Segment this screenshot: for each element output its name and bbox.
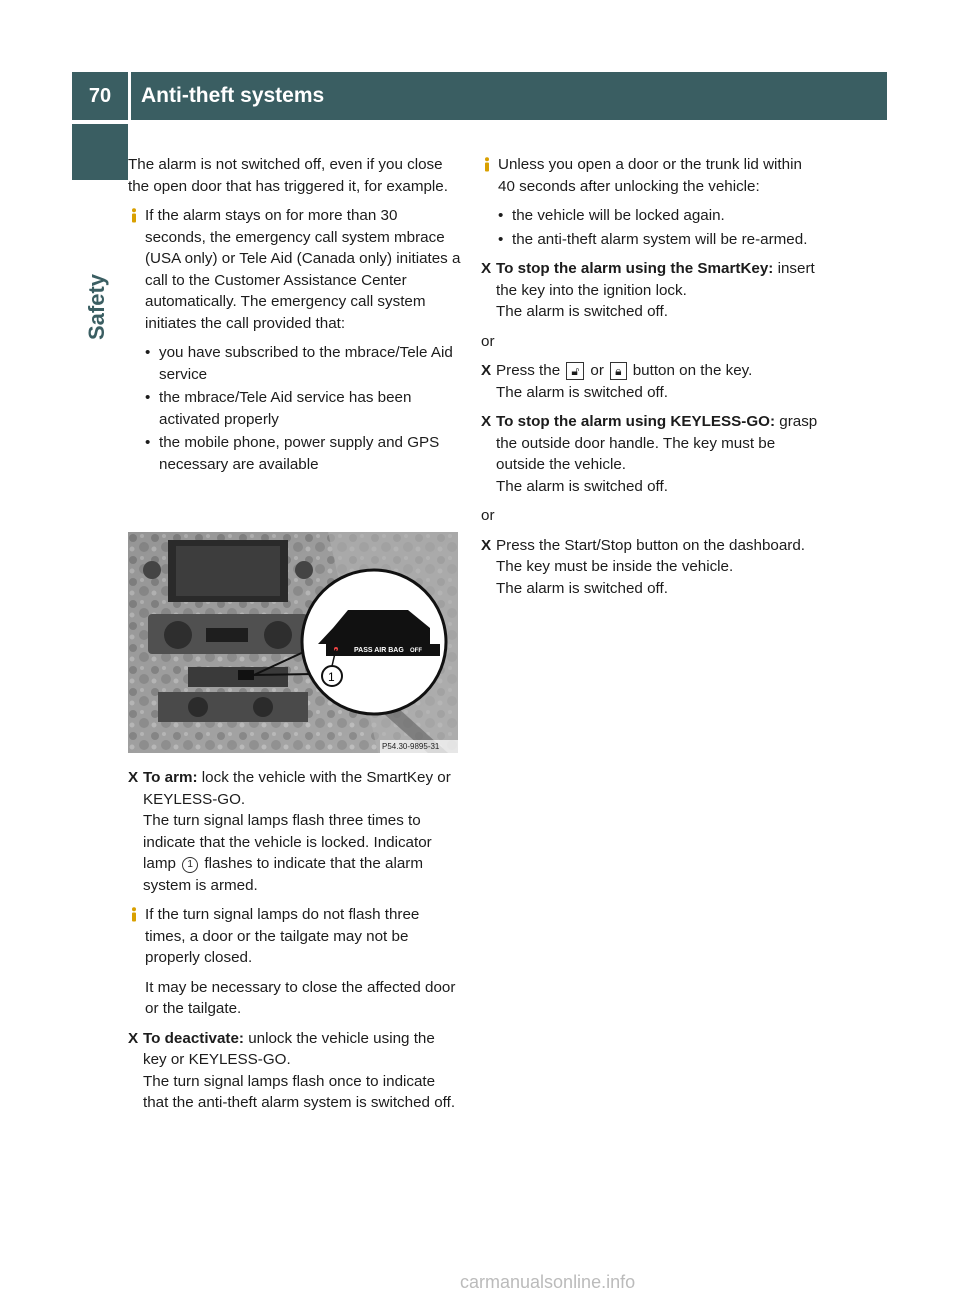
info-icon bbox=[128, 907, 140, 922]
start-stop-step bbox=[481, 535, 821, 600]
step-arrow-icon: X bbox=[128, 769, 139, 786]
key-button-text-b: or bbox=[586, 362, 609, 379]
off-label: OFF bbox=[410, 648, 422, 654]
or-separator: or bbox=[481, 507, 495, 524]
page-title bbox=[131, 72, 887, 120]
unlock-icon: 🔓︎ bbox=[566, 362, 584, 380]
info-note bbox=[128, 904, 462, 1020]
section-label: Safety bbox=[84, 273, 109, 340]
callout-number: 1 bbox=[328, 670, 335, 684]
deactivate-label: To deactivate: bbox=[143, 1029, 244, 1047]
key-button-text-c: button on the key. bbox=[628, 362, 753, 379]
lock-icon: 🔒︎ bbox=[610, 362, 626, 380]
intro-paragraph: The alarm is not switched off, even if you close the open door that has triggered it, for example. bbox=[128, 156, 448, 195]
list-item: • the anti-theft alarm system will be re-armed. bbox=[498, 229, 821, 251]
keyless-go-text: grasp the outside door handle. The key must be outside the vehicle. bbox=[496, 413, 818, 473]
list-item: • the mbrace/Tele Aid service has been activated properly bbox=[145, 387, 462, 430]
list-item: • the vehicle will be locked again. bbox=[498, 205, 821, 227]
keyless-go-result: The alarm is switched off. bbox=[496, 477, 668, 495]
right-column bbox=[481, 154, 821, 607]
page-number: 70 bbox=[72, 72, 128, 120]
arm-result-2: flashes to indicate that the alarm system is armed. bbox=[143, 855, 424, 894]
info-text: If the turn signal lamps do not flash three times, a door or the tailgate may not be properly closed. bbox=[145, 906, 420, 966]
step-arrow-icon: X bbox=[481, 536, 492, 554]
info-text: If the alarm stays on for more than 30 seconds, the emergency call system mbrace (USA only) or Tele Aid (Canada only) initiates a call to the Customer Assistance Center automatically. The emergency call system initiates the call provided that: bbox=[145, 207, 461, 332]
keyless-go-step bbox=[481, 411, 821, 497]
info-text: Unless you open a door or the trunk lid within 40 seconds after unlocking the vehicle: bbox=[498, 156, 802, 195]
info-note bbox=[128, 205, 462, 475]
dashboard-illustration bbox=[128, 532, 458, 753]
info-icon bbox=[128, 208, 140, 223]
arm-text: lock the vehicle with the SmartKey or KEYLESS-GO. bbox=[143, 769, 451, 808]
left-column bbox=[128, 154, 462, 477]
key-button-text-a: Press the bbox=[496, 362, 565, 379]
step-arrow-icon: X bbox=[481, 362, 492, 379]
keyless-go-label: To stop the alarm using KEYLESS-GO: bbox=[496, 413, 776, 430]
dashboard-figure bbox=[128, 532, 458, 753]
list-item: • you have subscribed to the mbrace/Tele Aid service bbox=[145, 342, 462, 385]
step-arrow-icon: X bbox=[481, 413, 492, 430]
smartkey-result: The alarm is switched off. bbox=[496, 303, 668, 320]
page-title-text: Anti-theft systems bbox=[141, 84, 325, 107]
arm-label: To arm: bbox=[143, 769, 198, 786]
left-column-lower bbox=[128, 767, 462, 1122]
key-button-step bbox=[481, 360, 821, 403]
figure-code: P54.30-9895-31 bbox=[382, 742, 440, 751]
deactivate-text: unlock the vehicle using the key or KEYLESS-GO. bbox=[143, 1029, 435, 1068]
smartkey-text: insert the key into the ignition lock. bbox=[496, 260, 815, 299]
step-arrow-icon: X bbox=[128, 1029, 139, 1047]
deactivate-step bbox=[128, 1028, 462, 1114]
step-arrow-icon: X bbox=[481, 260, 492, 277]
info-icon bbox=[481, 157, 493, 172]
info-note bbox=[481, 154, 821, 250]
arm-result-1: The turn signal lamps flash three times to indicate that the vehicle is locked. Indicator lamp bbox=[143, 812, 432, 872]
watermark: carmanualsonline.info bbox=[460, 1272, 636, 1292]
smartkey-label: To stop the alarm using the SmartKey: bbox=[496, 260, 774, 277]
or-separator: or bbox=[481, 332, 495, 350]
smartkey-step bbox=[481, 258, 821, 323]
deactivate-result: The turn signal lamps flash once to indicate that the anti-theft alarm system is switched off. bbox=[143, 1072, 456, 1111]
callout-number: 1 bbox=[182, 857, 198, 873]
start-stop-text: Press the Start/Stop button on the dashboard. The key must be inside the vehicle. bbox=[496, 536, 806, 575]
section-marker bbox=[72, 124, 128, 180]
info-text: It may be necessary to close the affected door or the tailgate. bbox=[145, 978, 456, 1017]
arm-step bbox=[128, 767, 462, 896]
start-stop-result: The alarm is switched off. bbox=[496, 579, 668, 597]
pass-air-bag-label: PASS AIR BAG bbox=[354, 647, 404, 654]
list-item: • the mobile phone, power supply and GPS necessary are available bbox=[145, 432, 462, 475]
key-button-result: The alarm is switched off. bbox=[496, 383, 668, 401]
